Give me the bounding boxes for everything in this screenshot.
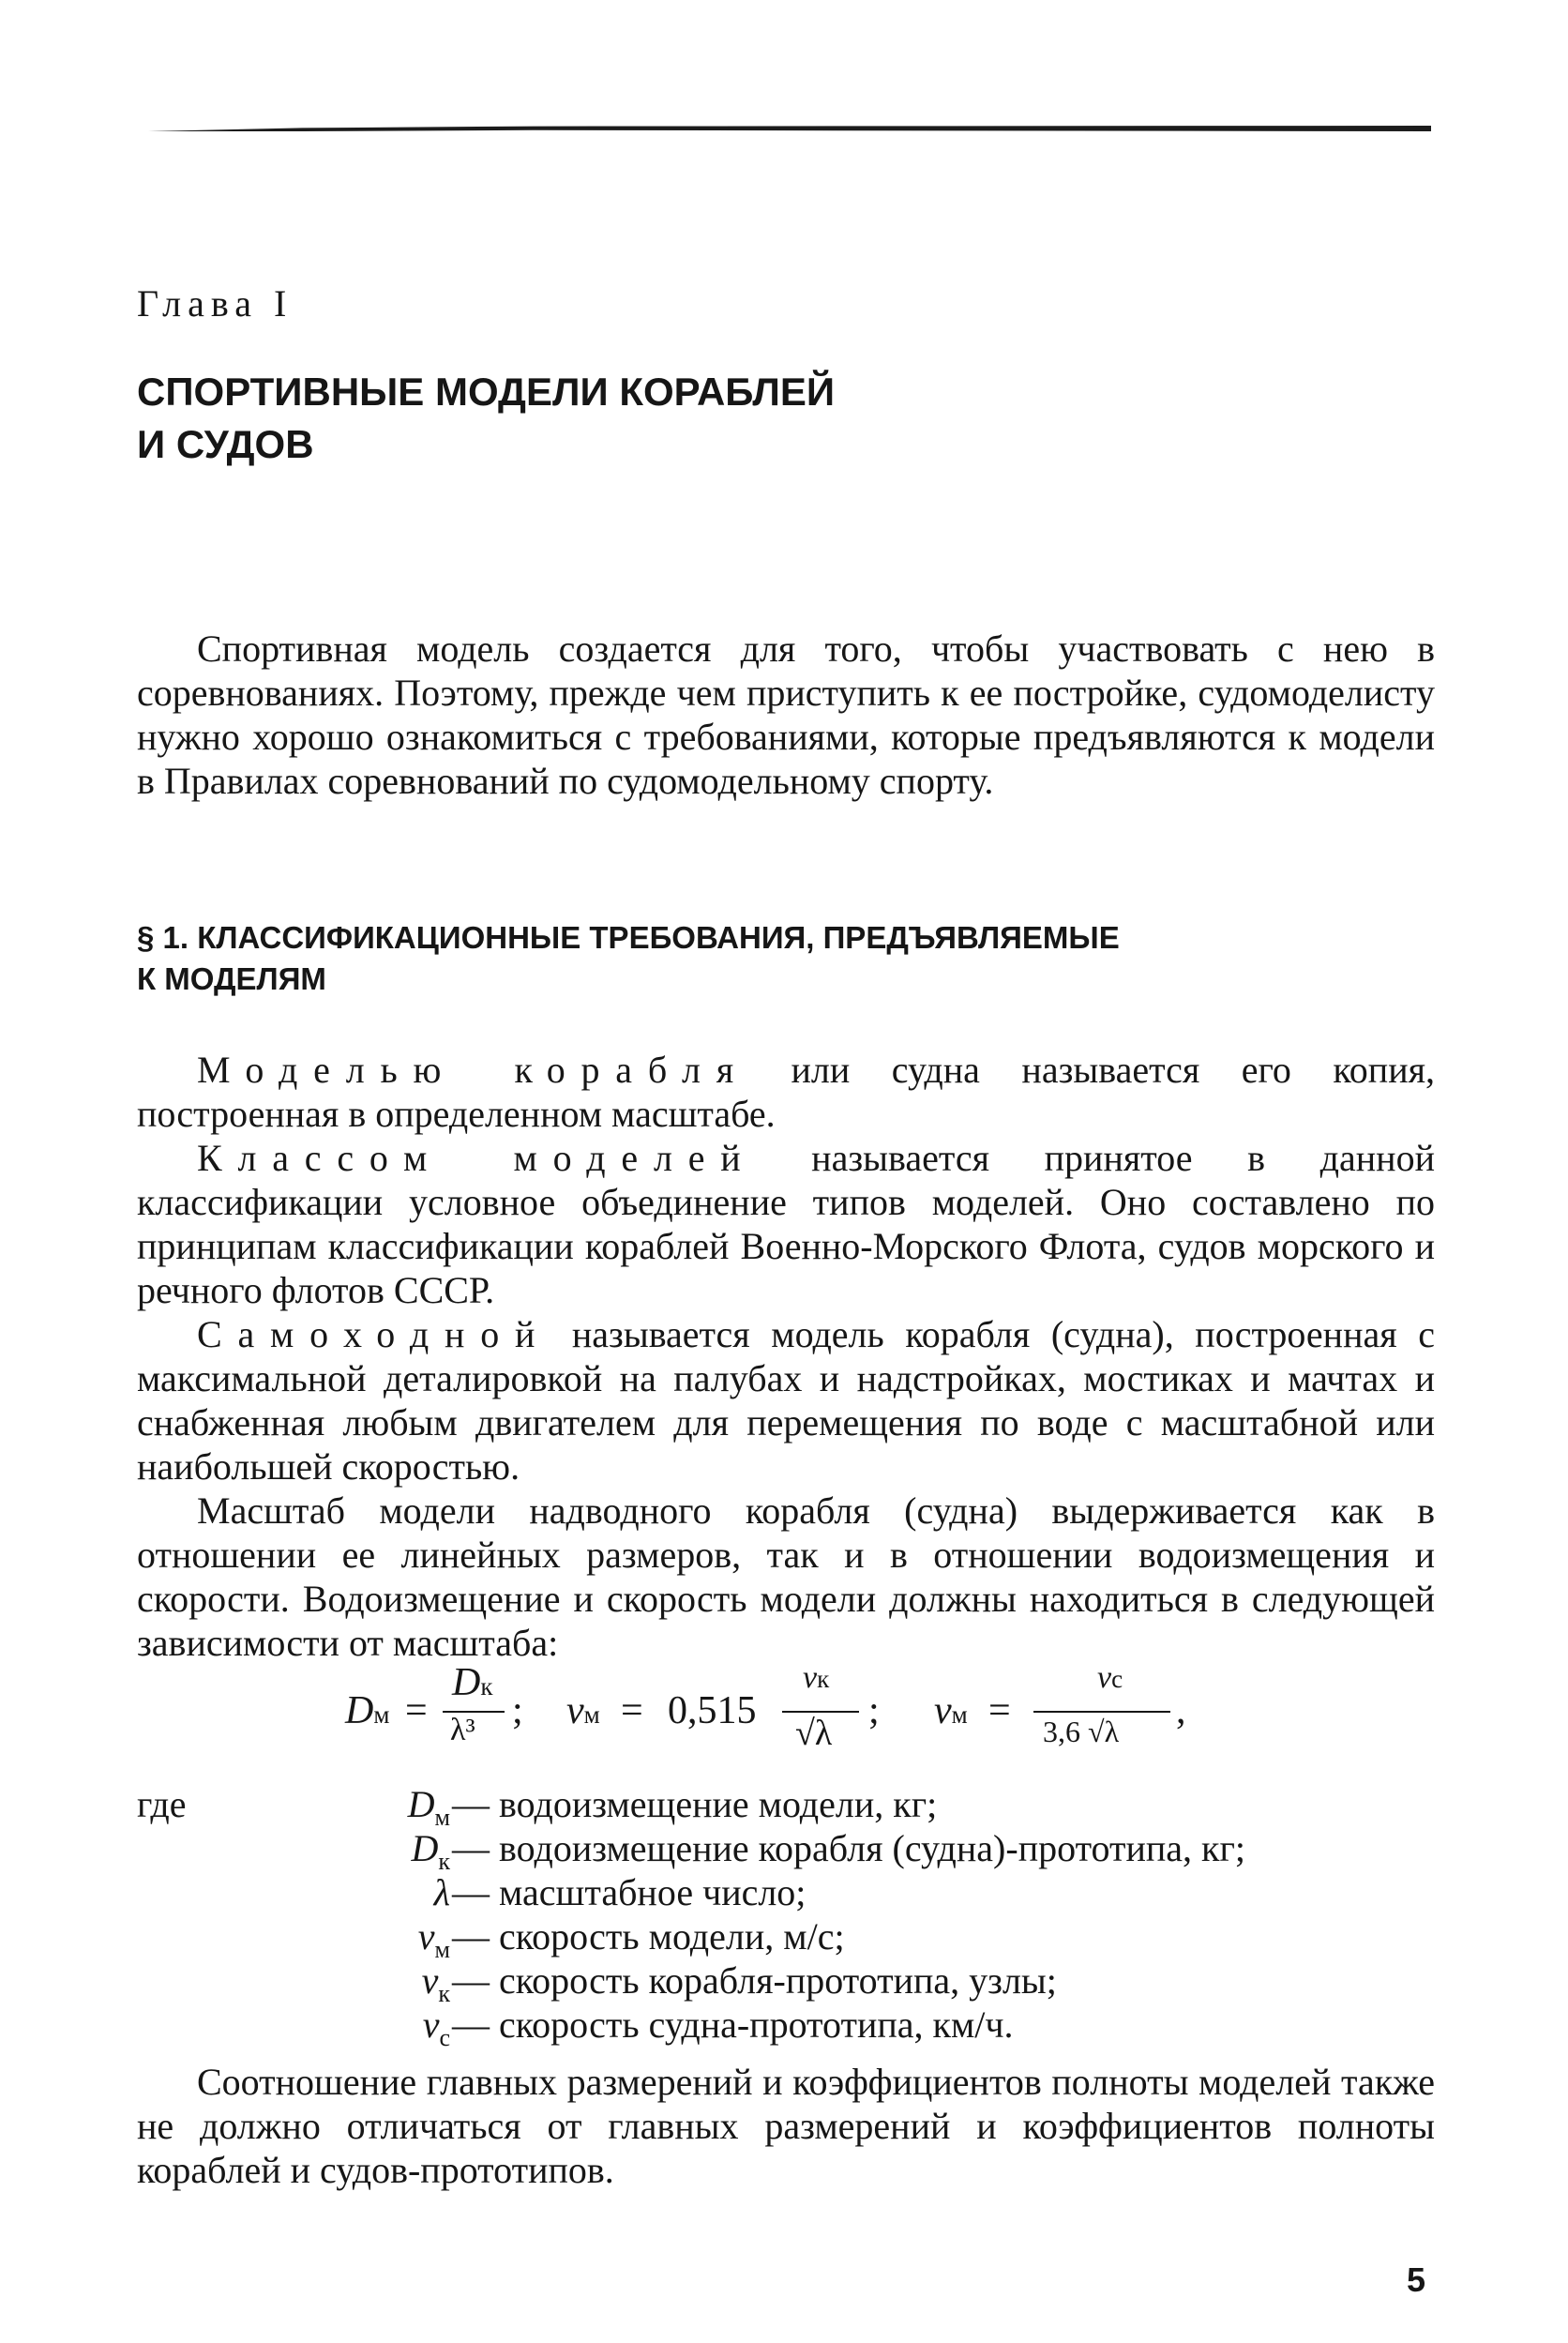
definition-description: — скорость модели, м/с;: [452, 1915, 845, 1958]
formula-2-eq: =: [621, 1689, 643, 1732]
definition-symbol: $D_м$: [407, 1783, 450, 1831]
definition-description: — скорость корабля-прототипа, узлы;: [452, 1959, 1057, 2002]
intro-paragraph: Спортивная модель создается для того, чтобы участвовать с нею в соревнованиях. Поэтому, прежде чем приступить к ее постройке, судомоделисту нужно хорошо ознакомиться с требованиями, которые предъявляются к модели в Правилах соревнований по судомодельному спорту.: [137, 627, 1435, 802]
variable-definitions: [137, 1782, 1435, 2051]
formula-2-lhs: vм: [566, 1689, 600, 1732]
definition-description: — масштабное число;: [452, 1871, 807, 1913]
formula-3-eq: =: [988, 1689, 1011, 1732]
definition-text-self-propelled: называется модель корабля (судна), построенная с максимальной деталировкой на палубах и надстройках, мостиках и мачтах и снабженная любым двигателем для перемещения по воде с масштабной или наибольшей скоростью.: [137, 1313, 1435, 1488]
definition-row: [137, 1782, 1435, 1831]
formula-3-fraction-bar: [1033, 1711, 1170, 1713]
top-rule-divider: [148, 126, 1431, 131]
chapter-title-line-1: СПОРТИВНЫЕ МОДЕЛИ КОРАБЛЕЙ: [137, 370, 836, 414]
section-heading-line-2: К МОДЕЛЯМ: [137, 961, 326, 996]
formula-2-coefficient: 0,515: [668, 1689, 757, 1732]
definition-symbol: $v_м$: [417, 1915, 450, 1963]
formula-3-lhs: vм: [934, 1689, 968, 1732]
definition-symbol: $v_к$: [421, 1959, 450, 2007]
definition-paragraph-model: [137, 1048, 1435, 1136]
formula-1-lhs: Dм: [345, 1689, 390, 1732]
formula-1-denominator: λ³: [450, 1713, 475, 1747]
formula-2-numerator: vк: [803, 1660, 830, 1695]
definition-text-class: называется принятое в данной классификации условное объединение типов моделей. Оно составлено по принципам классификации кораблей Военно-Морского Флота, судов морского и речного флотов СССР.: [137, 1137, 1435, 1311]
definition-description: — скорость судна-прототипа, км/ч.: [452, 2003, 1014, 2046]
formula-3-numerator: vс: [1097, 1660, 1123, 1695]
closing-paragraph: Соотношение главных размерений и коэффициентов полноты моделей также не должно отличаться от главных размерений и коэффициентов полноты кораблей и судов-прототипов.: [137, 2061, 1435, 2191]
definition-symbol: $D_к$: [411, 1827, 450, 1875]
chapter-title: [137, 366, 981, 471]
definition-description: — водоизмещение корабля (судна)-прототипа, кг;: [452, 1827, 1245, 1869]
chapter-label: Глава I: [137, 282, 294, 325]
definition-row: [137, 1914, 1435, 1963]
formula-2-separator: ;: [868, 1689, 880, 1732]
scale-formula: [338, 1660, 1369, 1773]
definition-row: [137, 1958, 1435, 2007]
section-heading-line-1: § 1. КЛАССИФИКАЦИОННЫЕ ТРЕБОВАНИЯ, ПРЕДЪЯВЛЯЕМЫЕ: [137, 920, 1120, 955]
definition-text-model: или судна называется его копия, построенная в определенном масштабе.: [137, 1049, 1435, 1135]
term-self-propelled: Самоходной: [197, 1313, 551, 1355]
term-class: Классом моделей: [197, 1137, 757, 1179]
definition-symbol: $v_с$: [422, 2003, 450, 2051]
section-heading: [137, 917, 1356, 1000]
formula-2-denominator: √λ: [795, 1714, 833, 1753]
definition-row: [137, 1870, 1435, 1914]
formula-3-denominator: 3,6 √λ: [1043, 1715, 1120, 1748]
definition-paragraph-class: [137, 1136, 1435, 1312]
definition-description: — водоизмещение модели, кг;: [452, 1783, 938, 1825]
definition-symbol: λ: [433, 1871, 450, 1913]
scale-paragraph: Масштаб модели надводного корабля (судна) выдерживается как в отношении ее линейных размеров, так и в отношении водоизмещения и скорости. Водоизмещение и скорость модели должны находиться в следующей зависимости от масштаба:: [137, 1489, 1435, 1664]
formula-1-numerator: Dк: [452, 1661, 493, 1704]
formula-3-end: ,: [1176, 1689, 1186, 1732]
formula-1-separator: ;: [512, 1689, 523, 1732]
definition-row: [137, 1826, 1435, 1875]
chapter-title-line-2: И СУДОВ: [137, 422, 314, 466]
formula-1-eq: =: [405, 1689, 428, 1732]
page-number: 5: [1407, 2260, 1426, 2299]
term-model: Моделью корабля: [197, 1049, 749, 1091]
definition-paragraph-self-propelled: [137, 1312, 1435, 1489]
definition-row: [137, 2003, 1435, 2051]
definitions-lead: где: [137, 1783, 187, 1825]
